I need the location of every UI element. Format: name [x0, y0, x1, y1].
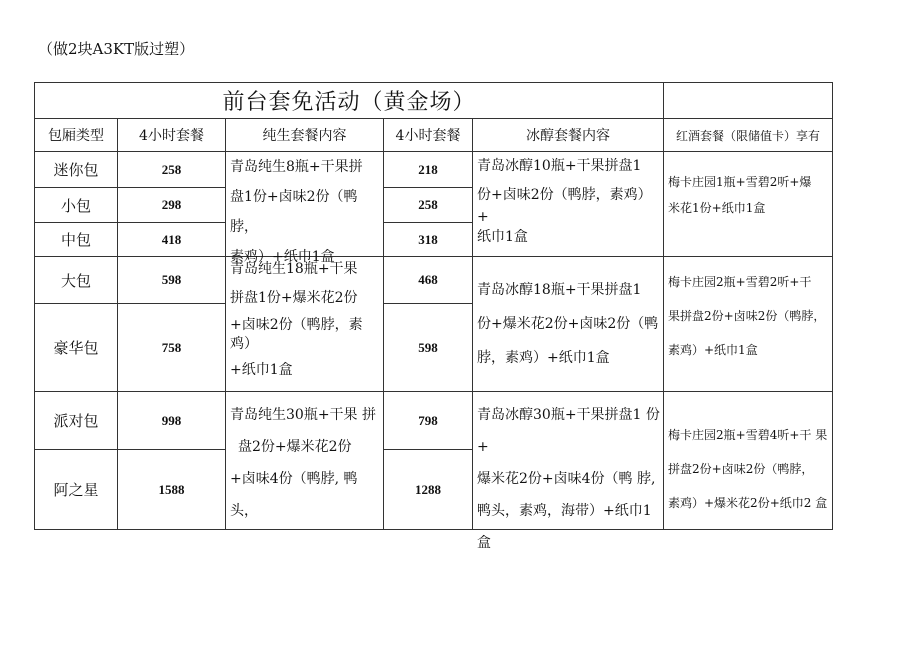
content-line: 青岛纯生30瓶+干果 拼 [230, 407, 376, 423]
content-line: 爆米花2份+卤味4份（鸭 脖, [477, 471, 656, 487]
price-pure: 598 [161, 272, 182, 287]
promo-table [34, 82, 833, 551]
wine-package-content [664, 265, 832, 389]
header-ice-content: 冰醇套餐内容 [526, 128, 610, 144]
content-line: 梅卡庄园2瓶+雪碧4听+干 果 [668, 428, 828, 442]
price-ice: 218 [418, 161, 438, 177]
header-4h-package-2: 4小时套餐 [395, 128, 461, 144]
content-line: 份+卤味2份（鸭脖，素鸡） [477, 187, 652, 203]
print-note: （做2块A3KT版过塑） [38, 40, 195, 58]
content-line: 盘2份+爆米花2份 [238, 439, 352, 455]
price-ice: 258 [418, 197, 438, 212]
content-line: 青岛纯生8瓶+干果拼 [230, 159, 363, 175]
price-pure: 298 [161, 197, 182, 212]
price-ice: 798 [418, 412, 438, 428]
room-name: 阿之星 [53, 481, 99, 499]
room-name: 中包 [60, 231, 91, 249]
content-line: 素鸡）+纸巾1盒 [668, 343, 758, 357]
room-name: 迷你包 [53, 161, 99, 179]
content-line: 梅卡庄园2瓶+雪碧2听+干 [668, 275, 812, 289]
content-line: 盘1份+卤味2份（鸭脖， [230, 189, 358, 235]
room-name: 小包 [60, 196, 91, 215]
header-room-type: 包厢类型 [48, 128, 104, 144]
content-line: 脖，素鸡）+纸巾1盒 [477, 350, 610, 366]
price-pure: 758 [161, 339, 182, 355]
ice-package-content [473, 273, 663, 391]
content-line: 鸭头，素鸡，海带）+纸巾1 [477, 503, 652, 519]
content-line: 拼盘1份+爆米花2份 [230, 290, 358, 306]
price-pure: 998 [161, 412, 182, 428]
content-line: +卤味2份（鸭脖，素 [230, 317, 363, 333]
content-line: 果拼盘2份+卤味2份（鸭脖， [668, 309, 826, 323]
content-line: 素鸡）+纸巾1盒 [230, 249, 335, 265]
content-line: 头， [230, 503, 258, 519]
ice-package-content [473, 399, 663, 551]
content-line: 青岛冰醇30瓶+干果拼盘1 份+ [477, 407, 660, 455]
content-line: 青岛纯生18瓶+干果 [230, 261, 358, 277]
content-line: 盒 [477, 535, 491, 551]
header-4h-package: 4小时套餐 [139, 128, 204, 144]
price-ice: 598 [418, 339, 438, 355]
content-line: 素鸡）+爆米花2份+纸巾2 盒 [668, 496, 828, 510]
room-name: 派对包 [53, 412, 99, 430]
table-title: 前台套免活动（黄金场） [222, 89, 476, 115]
content-line: +卤味4份（鸭脖, 鸭 [230, 471, 358, 487]
header-pure-content: 纯生套餐内容 [262, 128, 347, 144]
wine-package-content [664, 169, 832, 241]
price-pure: 1588 [158, 481, 185, 497]
content-line: 青岛冰醇10瓶+干果拼盘1 [477, 158, 642, 174]
grid-line [663, 83, 664, 119]
content-line: 份+爆米花2份+卤味2份（鸭 [477, 316, 659, 332]
price-ice: 468 [418, 272, 438, 287]
pure-package-content [226, 257, 383, 391]
content-line: 米花1份+纸巾1盒 [668, 201, 766, 215]
wine-package-content [664, 418, 832, 528]
content-line: + [477, 209, 489, 225]
room-name: 豪华包 [53, 339, 99, 357]
pure-package-content [226, 399, 383, 529]
content-line: 青岛冰醇18瓶+干果拼盘1 [477, 282, 642, 298]
content-line: +纸巾1盒 [230, 362, 293, 378]
room-name: 大包 [60, 271, 91, 290]
header-wine-package: 红酒套餐（限储值卡）享有 [675, 128, 820, 143]
content-line: 纸巾1盒 [477, 229, 528, 245]
price-ice: 1288 [415, 481, 441, 497]
price-ice: 318 [418, 231, 438, 247]
ice-package-content [473, 152, 663, 256]
pure-package-content [226, 152, 383, 265]
price-pure: 258 [161, 161, 182, 177]
content-line: 鸡） [230, 336, 258, 352]
content-line: 梅卡庄园1瓶+雪碧2听+爆 [668, 175, 812, 189]
content-line: 拼盘2份+卤味2份（鸭脖， [668, 462, 814, 476]
price-pure: 418 [161, 231, 182, 247]
